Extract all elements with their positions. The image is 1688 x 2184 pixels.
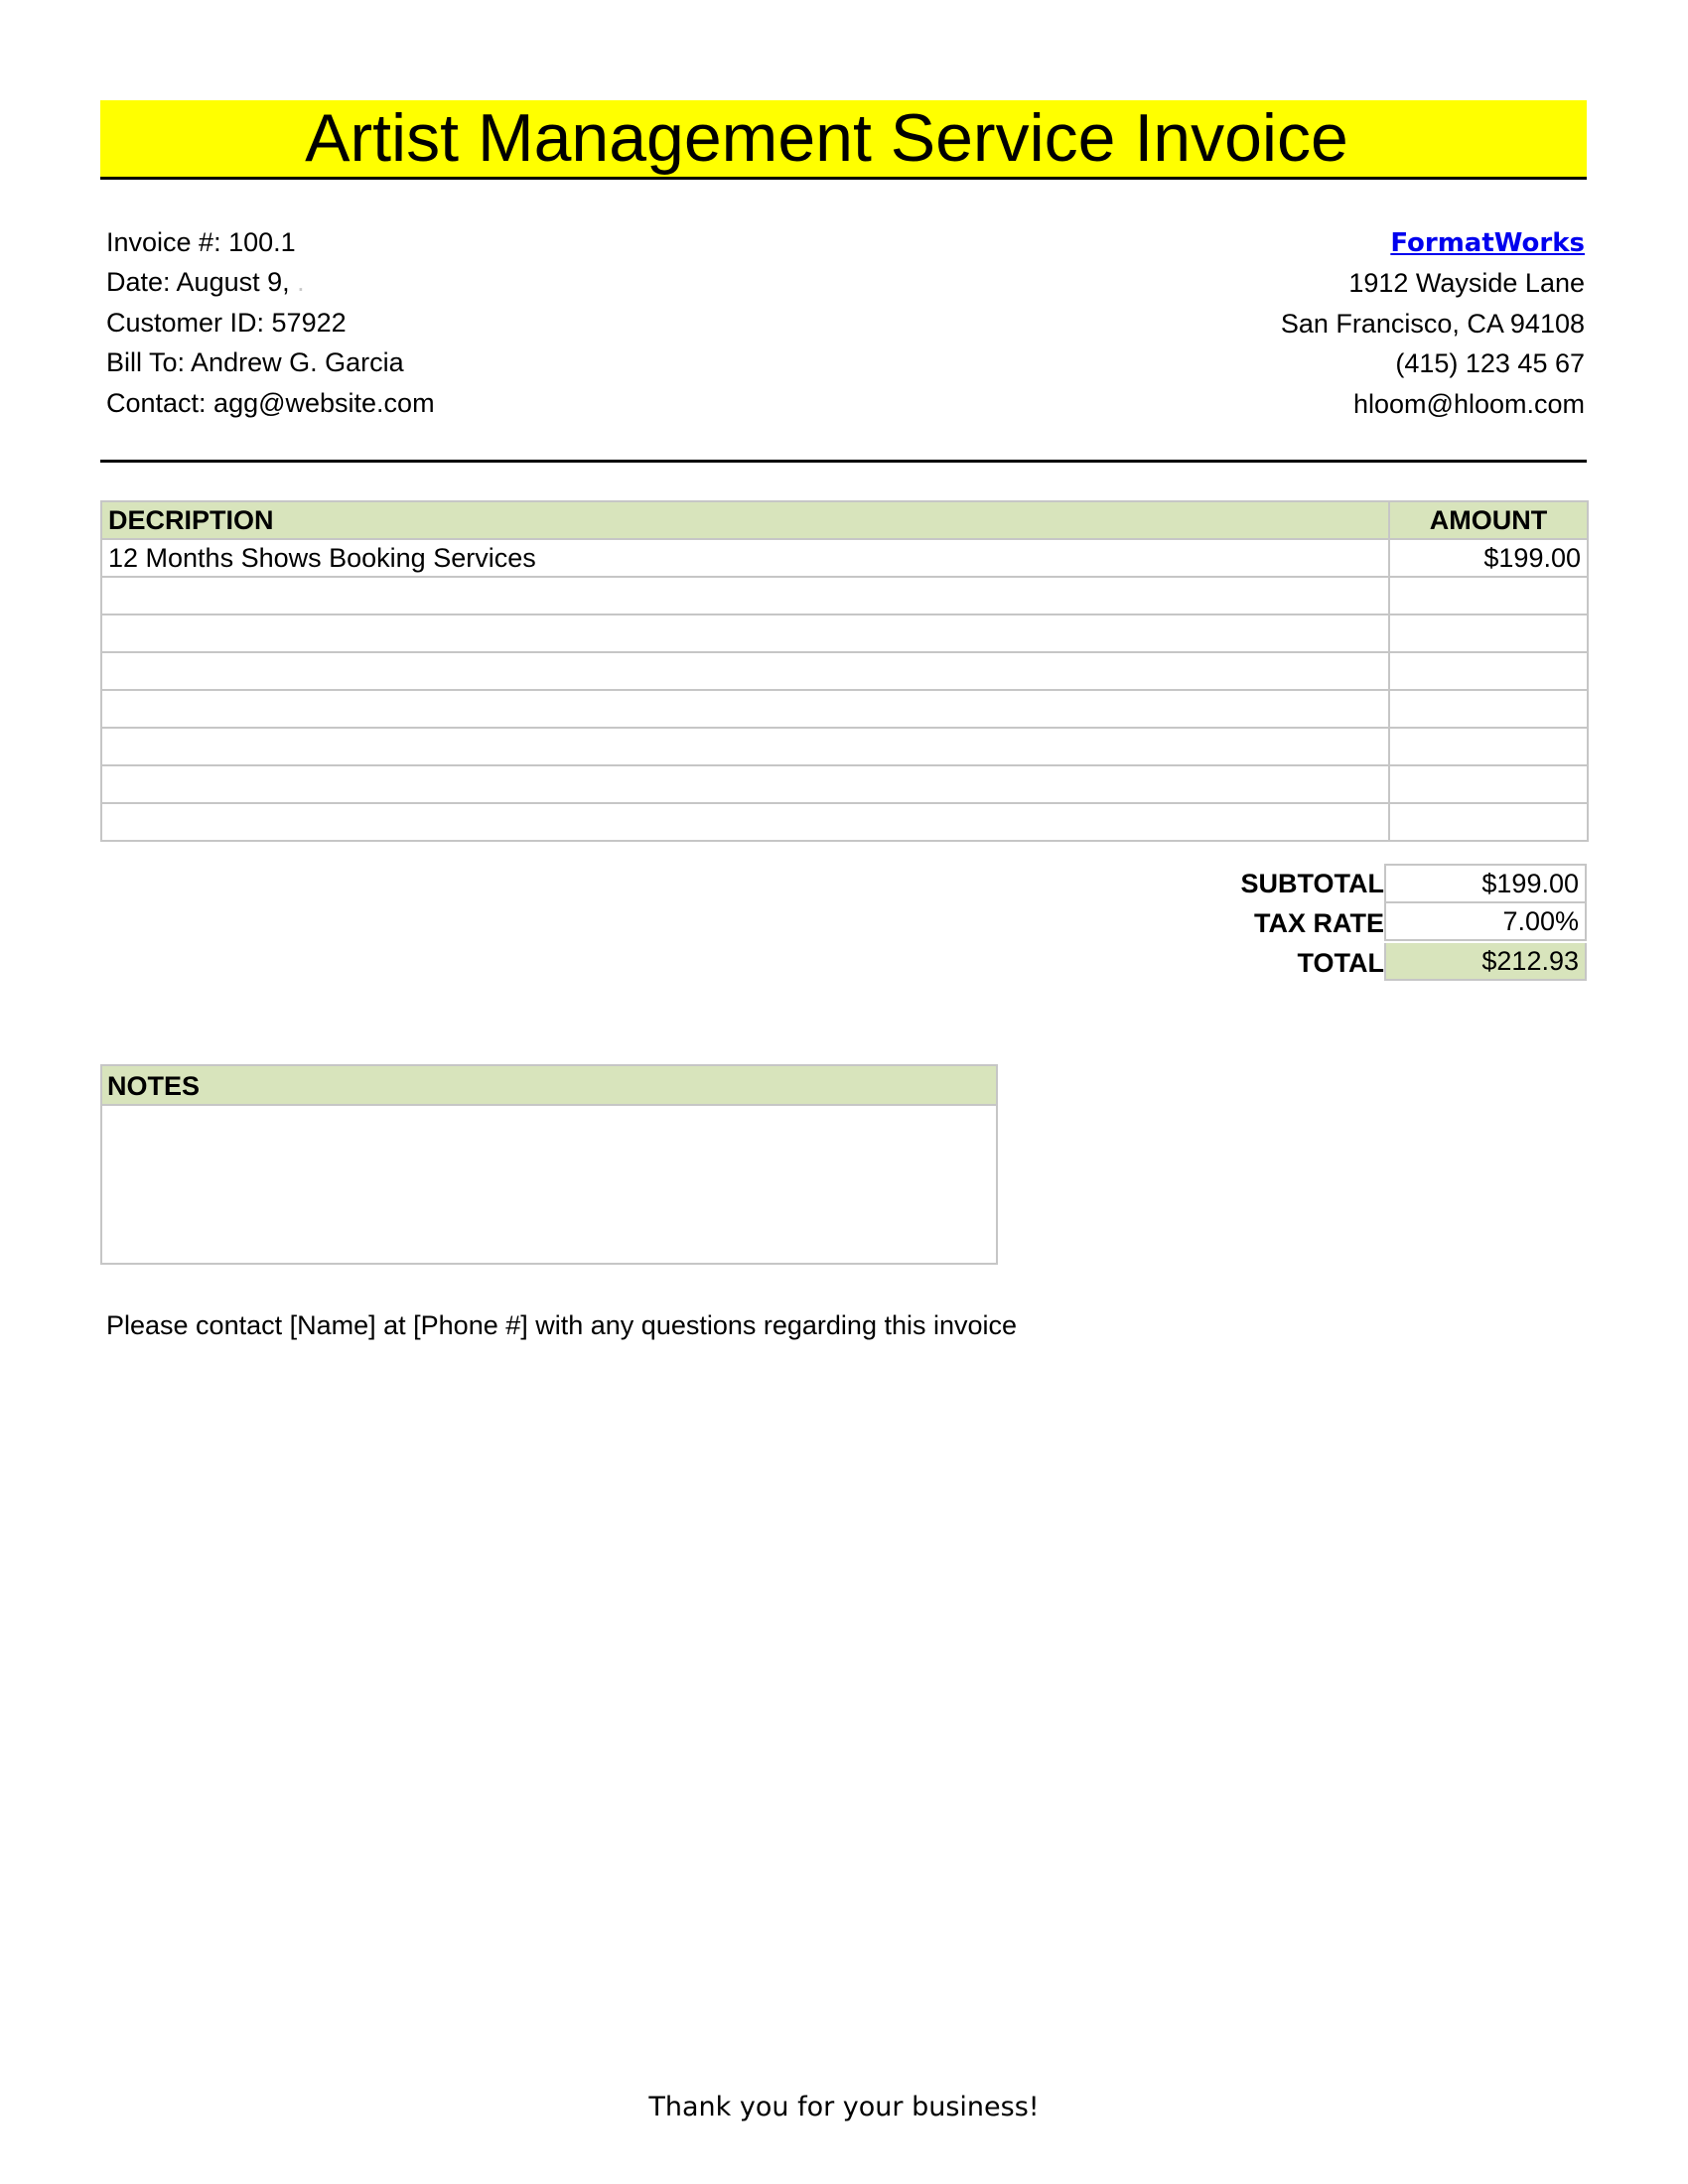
items-table	[100, 500, 1589, 842]
item-amount[interactable]: $199.00	[1389, 539, 1588, 577]
item-description[interactable]	[101, 577, 1389, 614]
invoice-date	[106, 262, 801, 302]
item-amount[interactable]	[1389, 652, 1588, 690]
company-name-link[interactable]: FormatWorks	[1390, 228, 1585, 258]
table-row	[101, 765, 1588, 803]
summary-block	[100, 864, 1587, 983]
company-phone: (415) 123 45 67	[1395, 348, 1585, 379]
item-description[interactable]	[101, 728, 1389, 765]
notes-header: NOTES	[102, 1066, 996, 1106]
item-amount[interactable]	[1389, 690, 1588, 728]
company-email: hloom@hloom.com	[1353, 388, 1585, 419]
thank-you-footer: Thank you for your business!	[648, 2092, 1040, 2122]
subtotal-value: $199.00	[1384, 864, 1587, 903]
customer-id: Customer ID: 57922	[106, 307, 347, 338]
item-description[interactable]	[101, 690, 1389, 728]
amount-header: AMOUNT	[1389, 501, 1588, 539]
item-description[interactable]	[101, 652, 1389, 690]
subtotal-row	[100, 864, 1587, 903]
table-row	[101, 539, 1588, 577]
invoice-date-value: Date: August 9,	[106, 267, 290, 298]
item-amount[interactable]	[1389, 614, 1588, 652]
total-label: TOTAL	[1297, 948, 1384, 978]
invoice-date-trailing: .	[297, 267, 305, 298]
header-divider	[100, 460, 1587, 463]
invoice-title: Artist Management Service Invoice	[305, 100, 1348, 176]
item-description[interactable]	[101, 803, 1389, 841]
invoice-details	[106, 222, 801, 423]
notes-box	[100, 1064, 998, 1265]
tax-rate-value[interactable]: 7.00%	[1384, 903, 1587, 941]
table-row	[101, 803, 1588, 841]
item-amount[interactable]	[1389, 577, 1588, 614]
total-row	[100, 943, 1587, 983]
item-amount[interactable]	[1389, 728, 1588, 765]
company-street: 1912 Wayside Lane	[1348, 268, 1585, 299]
company-name-line	[890, 222, 1585, 263]
invoice-number: Invoice #: 100.1	[106, 227, 296, 257]
tax-rate-row	[100, 903, 1587, 943]
item-description[interactable]	[101, 765, 1389, 803]
item-description[interactable]	[101, 614, 1389, 652]
item-amount[interactable]	[1389, 803, 1588, 841]
total-value: $212.93	[1384, 943, 1587, 981]
table-row	[101, 577, 1588, 614]
customer-contact: Contact: agg@website.com	[106, 387, 435, 418]
item-amount[interactable]	[1389, 765, 1588, 803]
description-header: DECRIPTION	[101, 501, 1389, 539]
notes-body[interactable]	[102, 1106, 996, 1263]
contact-message: Please contact [Name] at [Phone #] with any questions regarding this invoice	[106, 1310, 1018, 1340]
company-city: San Francisco, CA 94108	[1280, 308, 1585, 339]
tax-rate-label: TAX RATE	[1254, 908, 1384, 938]
items-header-row	[101, 501, 1588, 539]
table-row	[101, 652, 1588, 690]
subtotal-label: SUBTOTAL	[1240, 869, 1384, 898]
item-description[interactable]: 12 Months Shows Booking Services	[101, 539, 1389, 577]
table-row	[101, 690, 1588, 728]
bill-to: Bill To: Andrew G. Garcia	[106, 347, 404, 378]
table-row	[101, 728, 1588, 765]
title-banner	[100, 100, 1587, 180]
company-details	[890, 222, 1585, 424]
table-row	[101, 614, 1588, 652]
